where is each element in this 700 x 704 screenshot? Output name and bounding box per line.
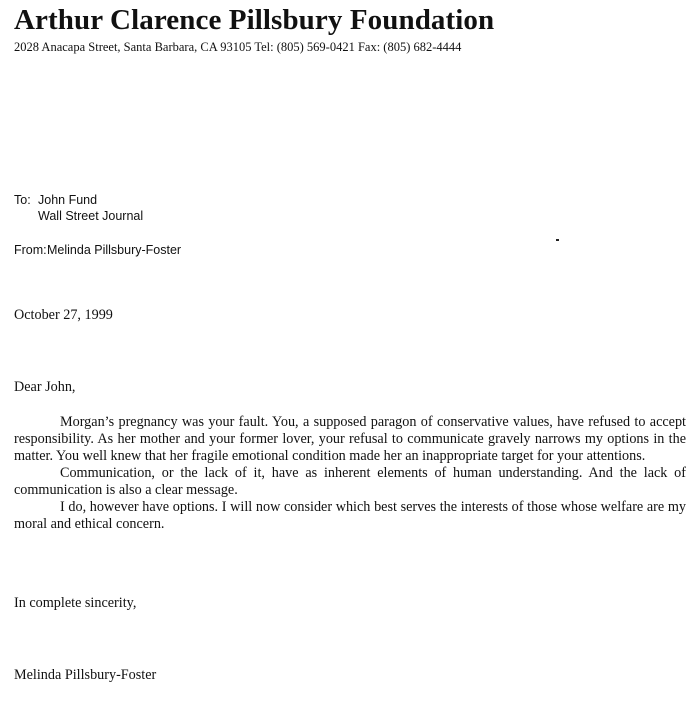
body-paragraph-2: Communication, or the lack of it, have as inherent elements of human understanding. And the lack of communication is also a clear message. (14, 465, 686, 498)
sender-name: Melinda Pillsbury-Foster (47, 243, 182, 257)
letter-date: October 27, 1999 (14, 307, 113, 323)
scan-speck (556, 239, 559, 241)
signature: Melinda Pillsbury-Foster (14, 667, 157, 683)
body-paragraph-3: I do, however have options. I will now consider which best serves the interests of those whose welfare are my moral and ethical concern. (14, 499, 686, 532)
body-paragraph-1: Morgan’s pregnancy was your fault. You, a supposed paragon of conservative values, have refused to accept responsibility. As her mother and your former lover, your refusal to communicate gravely narrows my options in the matter. You well knew that her fragile emotional condition made her an inappropriate target for your attentions. (14, 414, 686, 464)
letter-body (14, 414, 686, 533)
organization-address: 2028 Anacapa Street, Santa Barbara, CA 93105 Tel: (805) 569-0421 Fax: (805) 682-4444 (14, 40, 462, 54)
recipient-organization: Wall Street Journal (38, 209, 144, 223)
recipient-name: John Fund (38, 193, 98, 207)
salutation: Dear John, (14, 379, 76, 395)
closing: In complete sincerity, (14, 595, 137, 611)
from-label: From: (14, 243, 47, 257)
organization-name: Arthur Clarence Pillsbury Foundation (14, 4, 495, 36)
to-label: To: (14, 193, 31, 207)
